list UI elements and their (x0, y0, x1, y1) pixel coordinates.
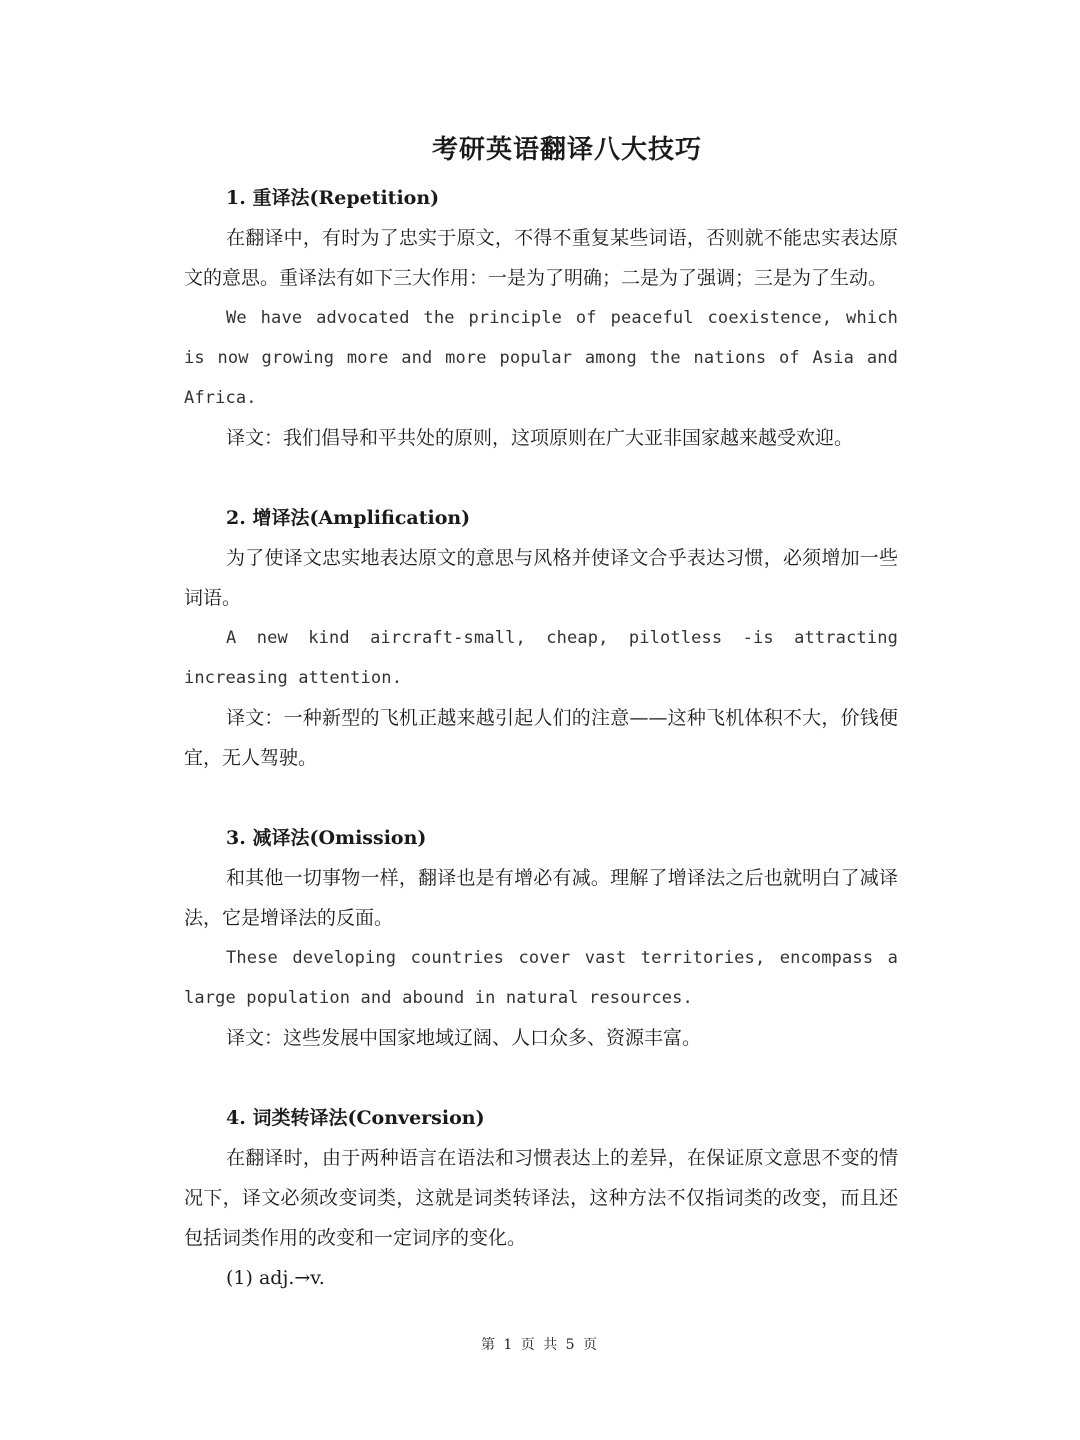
section-heading: 4. 词类转译法(Conversion) (226, 1107, 485, 1129)
translation-text: 译文：这些发展中国家地域辽阔、人口众多、资源丰富。 (226, 1027, 702, 1049)
section-spacer (184, 778, 898, 818)
document-title: 考研英语翻译八大技巧 (431, 135, 702, 165)
section-description: 为了使译文忠实地表达原文的意思与风格并使译文合乎表达习惯，必须增加一些词语。 (184, 547, 898, 609)
sub-item: (1) adj.→v. (226, 1267, 325, 1289)
translation-text: 译文：我们倡导和平共处的原则，这项原则在广大亚非国家越来越受欢迎。 (226, 427, 854, 449)
english-example: A new kind aircraft-small, cheap, pilotless -is attracting increasing attention. (184, 628, 898, 688)
section-repetition (184, 178, 898, 458)
section-conversion (184, 1098, 898, 1298)
document-body (184, 178, 898, 1298)
section-heading: 2. 增译法(Amplification) (226, 507, 471, 529)
page-number-footer: 第 1 页 共 5 页 (480, 1337, 600, 1353)
section-amplification (184, 498, 898, 778)
section-heading: 3. 减译法(Omission) (226, 827, 427, 849)
section-heading: 1. 重译法(Repetition) (226, 187, 440, 209)
section-omission (184, 818, 898, 1058)
section-description: 在翻译中，有时为了忠实于原文，不得不重复某些词语，否则就不能忠实表达原文的意思。重译法有如下三大作用：一是为了明确；二是为了强调；三是为了生动。 (184, 227, 898, 289)
section-spacer (184, 458, 898, 498)
translation-text: 译文：一种新型的飞机正越来越引起人们的注意——这种飞机体积不大，价钱便宜，无人驾驶。 (184, 707, 898, 769)
section-description: 在翻译时，由于两种语言在语法和习惯表达上的差异，在保证原文意思不变的情况下，译文必须改变词类，这就是词类转译法，这种方法不仅指词类的改变，而且还包括词类作用的改变和一定词序的变化。 (184, 1147, 898, 1249)
section-spacer (184, 1058, 898, 1098)
english-example: These developing countries cover vast territories, encompass a large population and abound in natural resources. (184, 948, 898, 1008)
english-example: We have advocated the principle of peaceful coexistence, which is now growing more and more popular among the nations of Asia and Africa. (184, 308, 898, 408)
section-description: 和其他一切事物一样，翻译也是有增必有减。理解了增译法之后也就明白了减译法，它是增译法的反面。 (184, 867, 898, 929)
